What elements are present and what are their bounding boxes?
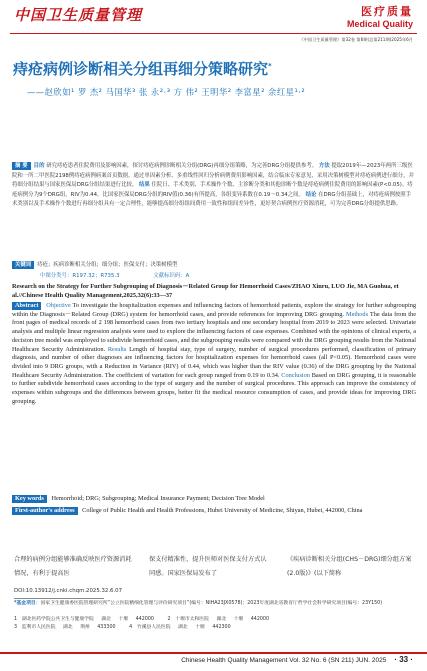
footer-journal-info: Chinese Health Quality Management Vol. 32 No. 6 (SN 211) JUN. 2025 [181, 657, 387, 664]
body-column-1: 合理的病例分组能够准确反映医疗资源消耗情况，有利于提高医 [14, 556, 132, 577]
results-text-en: Length of hospital stay, type of surgery, number of surgical procedures performed, classification of primary diagnosis, and number of other diagnoses are influencing factors for hospitalization expenses for hemorrhoid cases (all P<0.05). Hemorrhoid cases were divided into 9 DRG groups, with a Reduction in Variance (RIV) of 0.44, which was higher than the RIV value (0.36) of the DRG grouping by the National Healthcare Security Administration. The coefficient of variation for each group ranged from 0.19 to 0.34. [12, 345, 416, 379]
classification-line [40, 271, 189, 279]
page-number: · 33 · [394, 655, 413, 664]
results-label-cn: 结果 [139, 182, 150, 189]
first-author-tag: First-author's address [12, 507, 78, 515]
keywords-en [12, 495, 416, 504]
page-footer [181, 655, 413, 664]
methods-label-en: Methods [345, 310, 369, 318]
first-author-address [12, 505, 416, 516]
conclusion-text-cn: 在DRG分组基础上，对痔疮病例按照手术类别以及手术操作个数进行再细分组具有一定合理性，能够提高细分组组间费用一致性和组间差异性，更好契合病例医疗资源消耗，可为完善DRG分组提供思路。 [12, 191, 412, 208]
conclusion-text-en: Based on DRG grouping, it is reasonable to further subdivide hemorrhoid cases according to the type of surgery and the number of surgical procedures. This approach can improve the consistency of expenses within subgroups and the differences between groups, better fit the medical resource consumption of cases, and provide ideas for improving DRG grouping. [12, 371, 417, 405]
english-abstract [12, 302, 416, 406]
doc-code-value: A [185, 273, 190, 279]
objective-label-en: Objective [46, 302, 71, 309]
conclusion-label-cn: 结论 [305, 191, 317, 198]
affiliation-item: 1 湖北医药学院公共卫生与健康学院 湖北 十堰 442000 [14, 617, 154, 622]
keywords-tag-cn: 关键词 [12, 261, 34, 269]
citation-en: Research on the Strategy for Further Subgrouping of Diagnosis－Related Group for Hemorrhoid Cases/ZHAO Xinru, LUO Jie, MA Guohua, et al.//Chinese Health Quality Management,2025,32(6):33—37 [12, 283, 399, 299]
article-title [13, 58, 272, 79]
issue-info: 《中国卫生质量管理》第32卷 第6期(总第211期)2025年6月 [299, 37, 413, 42]
objective-text-cn: 研究痔疮患者住院费用及影响因素，探讨痔疮病例诊断相关分组(DRG)再细分组策略，为完善DRG分组提供参考。 [46, 163, 318, 169]
chinese-abstract [12, 162, 416, 210]
keywords-text-en: Hemorrhoid; DRG; Subgrouping; Medical Insurance Payment; Decision Tree Model [51, 495, 265, 502]
keywords-tag-en: Key words [12, 495, 47, 503]
journal-header [0, 0, 427, 40]
affiliation-row [14, 624, 418, 632]
methods-label-cn: 方法 [318, 163, 330, 169]
affiliation-item: 2 十堰市太和医院 湖北 十堰 442000 [167, 617, 270, 622]
clc-label: 中图分类号： [40, 273, 73, 279]
article-title-text: 痔疮病例诊断相关分组再细分策略研究 [13, 60, 269, 78]
header-divider [10, 33, 417, 34]
doi: DOI:10.13912/j.cnki.chqm.2025.32.6.07 [14, 588, 123, 594]
funding-prefix: *基金项目： [14, 601, 41, 606]
results-text-cn: 住院日、手术类别、手术操作个数、主诊断分类和其他诊断个数是痔疮病例住院费用的影响因素(P<0.05)。痔疮病例分为9个DRG组，RIV为0.44，比国家医保局DRG分组的RIV值(0.36)有所提高，各组变异系数在0.19～0.34之间。 [12, 182, 413, 198]
funding-marker: * [268, 62, 272, 70]
objective-text-en: To investigate the hospitalization expenses and influencing factors of hemorrhoid patients, explore the strategy for further subgrouping within the Diagnosis－Related Group (DRG) system for hemorrhoid cases, and provide references for improving DRG grouping. [12, 302, 416, 318]
journal-logo: 中国卫生质量管理 [14, 6, 143, 24]
abstract-tag-cn: 摘 要 [12, 162, 31, 170]
first-author-text: College of Public Health and Health Professions, Hubei University of Medicine, Shiyan, Hubei, 442000, China [82, 507, 363, 514]
methods-text-en: The data from the front pages of medical records of 2 198 hemorrhoid cases from two tertiary hospitals and one secondary hospital from 2019 to 2023 were selected. Univariate analysis and multiple linear regression analysis were used to explore the influencing factors of case expenses. Combined with the opinions of clinical experts, a decision tree model was employed to subdivide hemorrhoid cases, and the subgrouping results were compared with the DRG grouping results from the National Healthcare Security Administration. [12, 310, 416, 353]
affiliation-row [14, 616, 418, 624]
footnote-divider [14, 598, 104, 599]
conclusion-label-en: Conclusion [281, 371, 310, 379]
section-title-en: Medical Quality [346, 19, 413, 29]
affiliation-item: 4 竹溪县人民医院 湖北 十堰 442300 [129, 625, 231, 631]
affiliations [14, 616, 418, 633]
affiliation-item: 3 监利市人民医院 湖北 荆州 433300 [14, 625, 116, 631]
keywords-text-cn: 痔疮；疾病诊断相关分组；细分组；医保支付；决策树模型 [37, 262, 178, 268]
author-list: ——赵欣如¹ 罗 杰² 马国华³ 张 永²·³ 方 伟² 王明华² 李富星² 余红星¹·² [27, 87, 306, 97]
body-column-3: 《疾病诊断相关分组(CHS－DRG)细分组方案(2.0版)》(以下简称 [287, 556, 412, 577]
footer-divider [0, 652, 427, 654]
results-label-en: Results [107, 345, 127, 353]
funding-text: 国家卫生健康委医院管理研究所“公立医院精细化管理与评价研究项目”(编号：NIHA23JX0578)；2023年度湖北省教育厅哲学社会科学研究项目(编号：23Y150) [40, 601, 383, 606]
body-column-2: 保支付精准性，提升医师对医保支付方式认同感。国家医保局发布了 [149, 556, 267, 577]
section-title [347, 3, 413, 29]
clc-value: R197.32；R735.3 [72, 273, 120, 279]
keywords-cn [12, 261, 416, 270]
methods-text-cn: 提取2019年—2023年两所三级医院和一所二甲医院2198例痔疮病例病案首页数据，通过单因素分析、多重线性回归分析病例费用影响因素，结合临床专家意见，采用决策树模型对痔疮病例进行细分，并将细分组结果与国家医保局DRG分组结果进行比较。 [12, 163, 414, 189]
funding-note [14, 600, 418, 607]
objective-label-cn: 目的 [33, 163, 45, 169]
abstract-tag-en: Abstract [12, 302, 41, 310]
section-title-cn: 医疗质量 [361, 5, 413, 18]
doc-code-label: 文献标识码： [153, 273, 186, 279]
